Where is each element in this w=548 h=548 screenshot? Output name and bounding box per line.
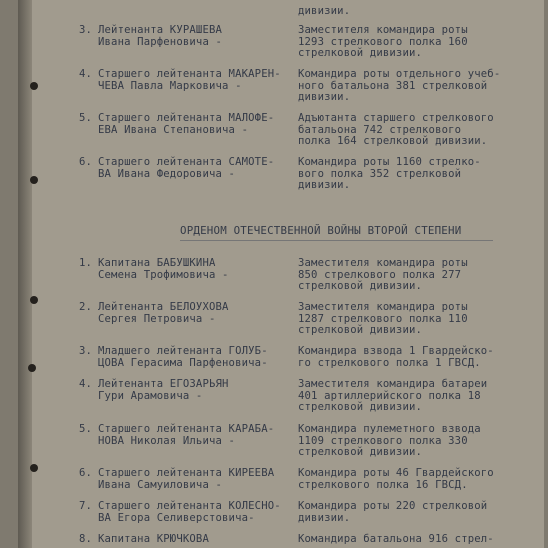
entry-name: Лейтенанта КУРАШЕВА Ивана Парфеновича - — [98, 24, 223, 48]
entry-post: дивизии. — [298, 4, 351, 17]
entry-number: 3. — [78, 345, 92, 357]
entry-number: 5. — [78, 112, 92, 124]
entry-post: Заместителя командира батареи 401 артиллерийского полка 18 стрелковой дивизии. — [298, 378, 488, 413]
heading-underline — [180, 240, 493, 241]
entry-post: Адъютанта старшего стрелкового батальона 742 стрелкового полка 164 стрелковой дивизии. — [298, 112, 494, 147]
entry-post: Командира роты 46 Гвардейского стрелкового полка 16 ГВСД. — [298, 467, 494, 491]
binding-hole — [30, 176, 38, 184]
entry-name: Лейтенанта БЕЛОУХОВА Сергея Петровича - — [98, 301, 229, 325]
entry-number: 2. — [78, 301, 92, 313]
document-page — [18, 0, 544, 548]
entry-name: Капитана БАБУШКИНА Семена Трофимовича - — [98, 257, 229, 281]
entry-name: Старшего лейтенанта КИРЕЕВА Ивана Самуиловича - — [98, 467, 275, 491]
binding-hole — [30, 82, 38, 90]
entry-number: 1. — [78, 257, 92, 269]
entry-name: Капитана КРЮЧКОВА — [98, 533, 209, 545]
entry-post: Командира пулеметного взвода 1109 стрелкового полка 330 стрелковой дивизии. — [298, 423, 481, 458]
entry-name: Старшего лейтенанта КОЛЕСНО- ВА Егора Селиверстовича- — [98, 500, 281, 524]
entry-name: Лейтенанта ЕГОЗАРЬЯН Гури Арамовича - — [98, 378, 229, 402]
entry-name: Старшего лейтенанта КАРАБА- НОВА Николая Ильича - — [98, 423, 275, 447]
entry-post: Командира роты 220 стрелковой дивизии. — [298, 500, 488, 524]
entry-number: 5. — [78, 423, 92, 435]
entry-post: Командира взвода 1 Гвардейско- го стрелкового полка 1 ГВСД. — [298, 345, 494, 369]
entry-number: 3. — [78, 24, 92, 36]
binding-hole — [28, 364, 36, 372]
entry-number: 8. — [78, 533, 92, 545]
entry-number: 7. — [78, 500, 92, 512]
binding-hole — [30, 464, 38, 472]
entry-post: Заместителя командира роты 850 стрелкового полка 277 стрелковой дивизии. — [298, 257, 468, 292]
entry-post: Заместителя командира роты 1293 стрелкового полка 160 стрелковой дивизии. — [298, 24, 468, 59]
entry-name: Старшего лейтенанта САМОТЕ- ВА Ивана Федоровича - — [98, 156, 275, 180]
entry-number: 6. — [78, 467, 92, 479]
entry-post: Командира роты 1160 стрелко- вого полка 352 стрелковой дивизии. — [298, 156, 481, 191]
entry-name: Старшего лейтенанта МАКАРЕН- ЧЕВА Павла Марковича - — [98, 68, 281, 92]
entry-number: 4. — [78, 378, 92, 390]
entry-name: Старшего лейтенанта МАЛОФЕ- ЕВА Ивана Степановича - — [98, 112, 275, 136]
entry-number: 4. — [78, 68, 92, 80]
entry-number: 6. — [78, 156, 92, 168]
section-heading: ОРДЕНОМ ОТЕЧЕСТВЕННОЙ ВОЙНЫ ВТОРОЙ СТЕПЕНИ — [180, 224, 462, 237]
entry-post: Заместителя командира роты 1287 стрелкового полка 110 стрелковой дивизии. — [298, 301, 468, 336]
entry-name: Младшего лейтенанта ГОЛУБ- ЦОВА Герасима Парфеновича- — [98, 345, 268, 369]
entry-post: Командира батальона 916 стрел- — [298, 533, 494, 545]
binding-hole — [30, 296, 38, 304]
entry-post: Командира роты отдельного учеб- ного батальона 381 стрелковой дивизии. — [298, 68, 501, 103]
